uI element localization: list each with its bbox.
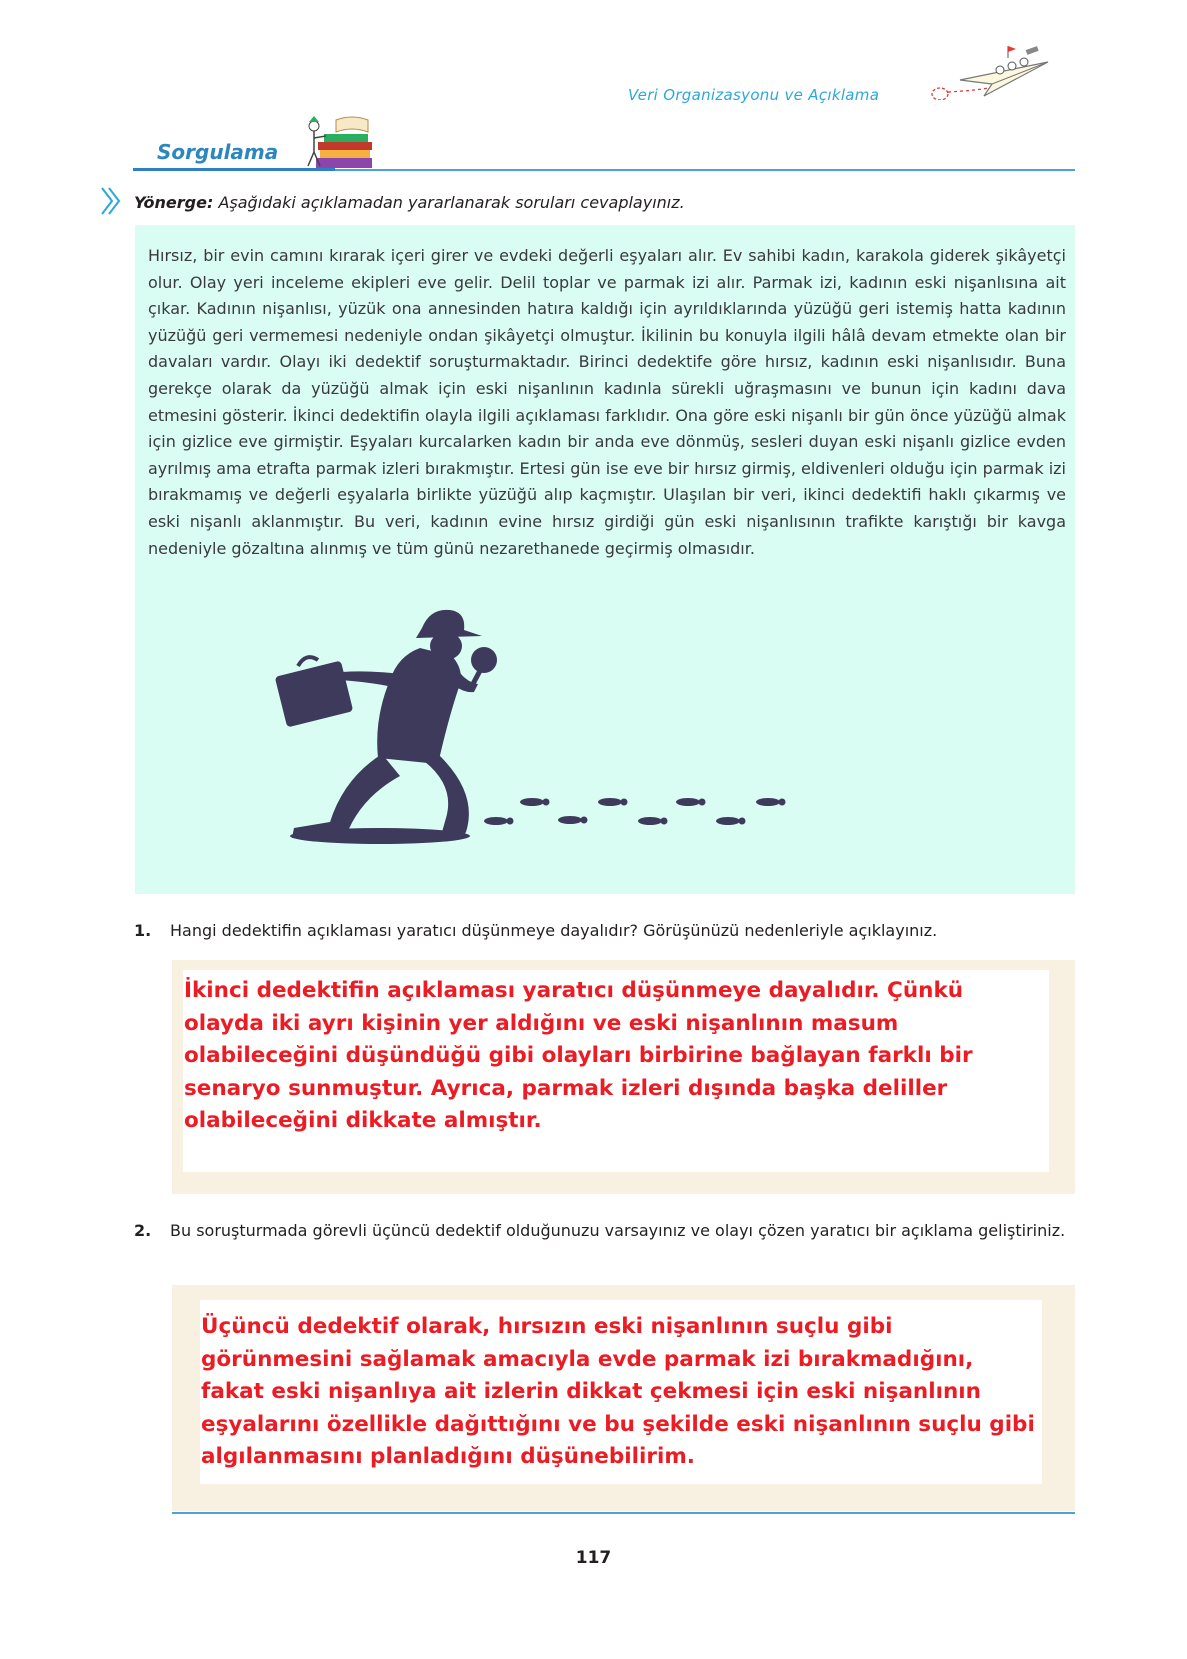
books-illustration [306, 112, 378, 174]
instruction-label: Yönerge: [134, 193, 214, 212]
answer-text-1: İkinci dedektifin açıklaması yaratıcı düşünmeye dayalıdır. Çünkü olayda iki ayrı kişinin yer aldığını ve eski nişanlının masum olabileceğini düşündüğü gibi olayları birbirine bağlayan farklı bir senaryo sunmuştur. Ayrıca, parmak izleri dışında başka deliller olabileceğini dikkate almıştır. [184, 978, 973, 1133]
chevron-right-icon [100, 186, 122, 220]
question-number: 1. [134, 921, 152, 940]
section-rule-extension [335, 169, 1075, 171]
question-number: 2. [134, 1221, 152, 1240]
bottom-rule [172, 1512, 1075, 1514]
story-text: Hırsız, bir evin camını kırarak içeri girer ve evdeki değerli eşyaları alır. Ev sahibi kadın, karakola giderek şikâyetçi olur. Olay yeri inceleme ekipleri eve gelir. Delil toplar ve parmak izi alır. Parmak izi, kadının eski nişanlısına ait çıkar. Kadının nişanlısı, yüzük ona annesinden hatıra kaldığı için ayrıldıklarında yüzüğü geri istemiş hatta kadının yüzüğü geri vermemesi nedeniyle ondan şikâyetçi olmuştur. İkilinin bu konuyla ilgili hâlâ devam etmekte olan bir davaları vardır. Olayı iki dedektif soruşturmaktadır. Birinci dedektife göre hırsız, kadının eski nişanlısıdır. Buna gerekçe olarak da yüzüğü almak için eski nişanlının kadınla sürekli uğraşmasını ve bunun için kadını dava etmesini gösterir. İkinci dedektifin olayla ilgili açıklaması farklıdır. Ona göre eski nişanlı bir gün önce yüzüğü almak için gizlice eve girmiştir. Eşyaları kurcalarken kadın bir anda eve dönmüş, sesleri duyan eski nişanlı gizlice evden ayrılmış ama etrafta parmak izleri bırakmıştır. Ertesi gün ise eve bir hırsız girmiş, eldivenleri olduğu için parmak izi bırakmamış ve değerli eşyalarla birlikte yüzüğü alıp kaçmıştır. Ulaşılan bir veri, ikinci dedektifi haklı çıkarmış ve eski nişanlı aklanmıştır. Bu veri, kadının evine hırsız girdiği gün eski nişanlısının trafikte karıştığı bir kavga nedeniyle gözaltına alınmış ve tüm günü nezarethanede geçirmiş olmasıdır. [148, 246, 1066, 558]
chapter-title: Veri Organizasyonu ve Açıklama [628, 86, 880, 104]
question-text: Bu soruşturmada görevli üçüncü dedektif olduğunuzu varsayınız ve olayı çözen yaratıcı bir açıklama geliştiriniz. [170, 1221, 1066, 1240]
instruction [134, 193, 685, 212]
detective-silhouette [270, 608, 820, 877]
question-2 [134, 1218, 1084, 1270]
question-text: Hangi dedektifin açıklaması yaratıcı düşünmeye dayalıdır? Görüşünüzü nedenleriyle açıklayınız. [170, 921, 938, 940]
paper-plane-illustration [900, 40, 1050, 104]
section-rule [133, 168, 335, 171]
question-1 [134, 918, 1084, 944]
section-title: Sorgulama [157, 140, 279, 164]
page-number: 117 [575, 1548, 612, 1568]
instruction-text: Aşağıdaki açıklamadan yararlanarak soruları cevaplayınız. [213, 193, 685, 212]
answer-text-2: Üçüncü dedektif olarak, hırsızın eski nişanlının suçlu gibi görünmesini sağlamak amacıyla evde parmak izi bırakmadığını, fakat eski nişanlıya ait izlerin dikkat çekmesi için eski nişanlının eşyalarını özellikle dağıttığını ve bu şekilde eski nişanlının suçlu gibi algılanmasını planladığını düşünebilirim. [201, 1314, 1035, 1469]
